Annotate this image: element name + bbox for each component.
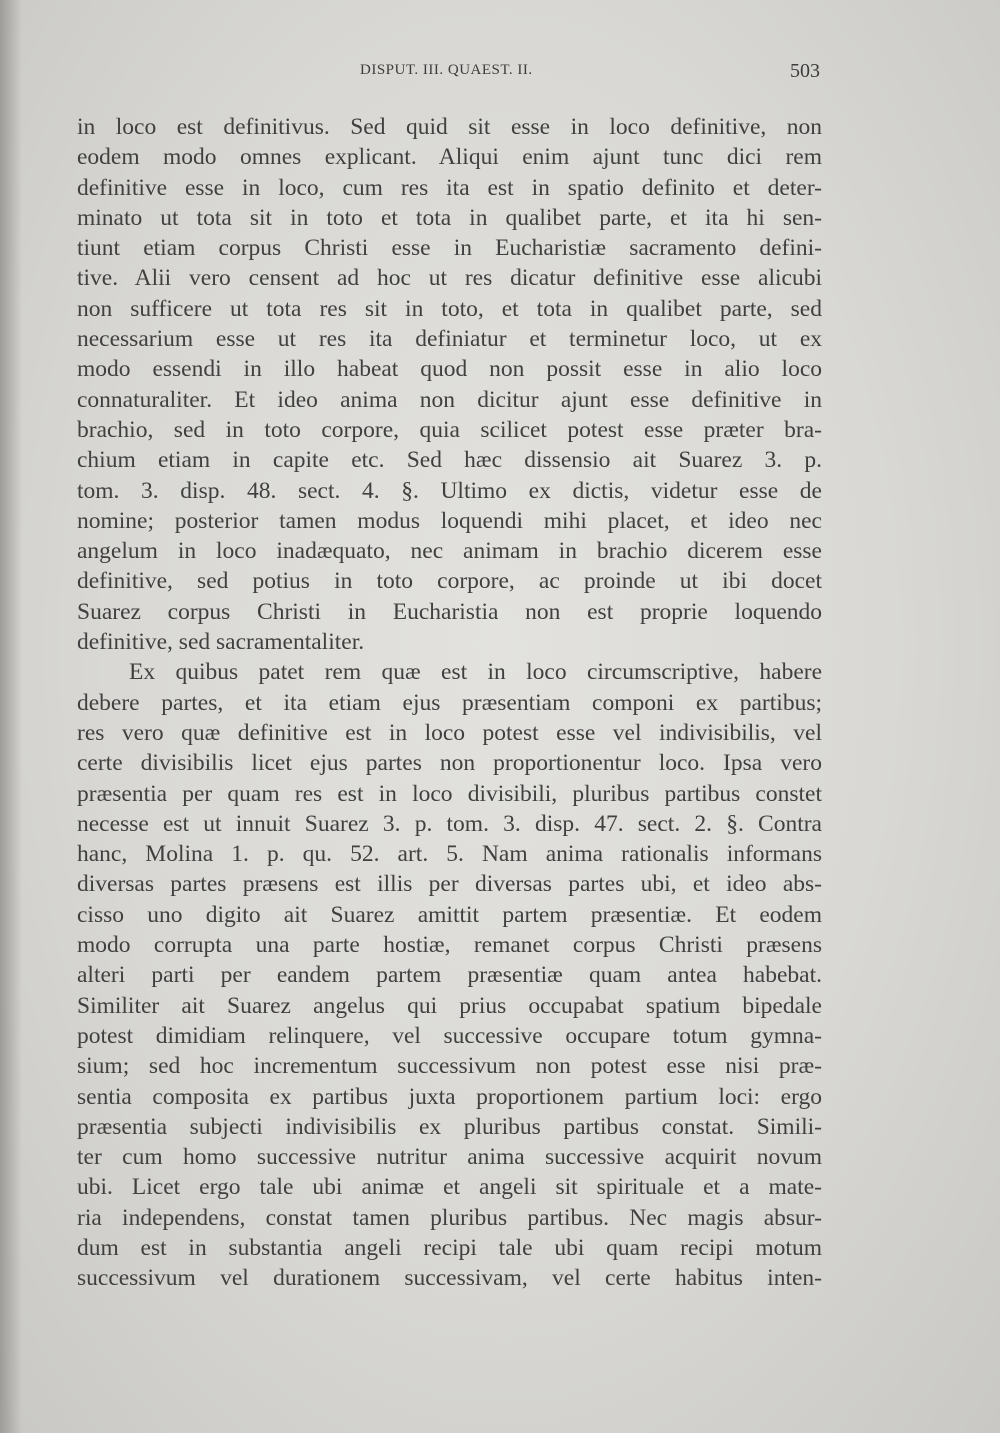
text-line: definitive, sed potius in toto corpore, ac proinde ut ibi docet <box>77 568 822 595</box>
text-line: successivum vel durationem successivam, vel certe habitus inten- <box>77 1265 822 1292</box>
text-line: diversas partes præsens est illis per diversas partes ubi, et ideo abs- <box>77 871 822 898</box>
text-line: ter cum homo successive nutritur anima successive acquirit novum <box>77 1144 822 1171</box>
text-line: minato ut tota sit in toto et tota in qualibet parte, et ita hi sen- <box>77 204 822 231</box>
text-line: sium; sed hoc incrementum successivum non potest esse nisi præ- <box>77 1053 822 1080</box>
text-line: certe divisibilis licet ejus partes non proportionentur loco. Ipsa vero <box>77 750 822 777</box>
text-line: chium etiam in capite etc. Sed hæc dissensio ait Suarez 3. p. <box>77 447 822 474</box>
text-line: alteri parti per eandem partem præsentiæ quam antea habebat. <box>77 962 822 989</box>
text-line: hanc, Molina 1. p. qu. 52. art. 5. Nam anima rationalis informans <box>77 841 822 868</box>
text-line: sentia composita ex partibus juxta proportionem partium loci: ergo <box>77 1083 822 1110</box>
text-line: necesse est ut innuit Suarez 3. p. tom. 3. disp. 47. sect. 2. §. Contra <box>77 810 822 837</box>
paragraph-first-line: Ex quibus patet rem quæ est in loco circumscriptive, habere <box>129 659 822 686</box>
running-head: DISPUT. III. QUAEST. II. <box>360 62 533 78</box>
text-line: nomine; posterior tamen modus loquendi mihi placet, et ideo nec <box>77 507 822 534</box>
text-line: ubi. Licet ergo tale ubi animæ et angeli sit spirituale et a mate- <box>77 1174 822 1201</box>
text-line: dum est in substantia angeli recipi tale ubi quam recipi motum <box>77 1234 822 1261</box>
text-line: tiunt etiam corpus Christi esse in Eucharistiæ sacramento defini- <box>77 235 822 262</box>
body-text <box>77 112 822 1294</box>
text-line: angelum in loco inadæquato, nec animam in brachio dicerem esse <box>77 538 822 565</box>
text-line: in loco est definitivus. Sed quid sit esse in loco definitive, non <box>77 114 822 140</box>
text-line: Suarez corpus Christi in Eucharistia non est proprie loquendo <box>77 598 822 625</box>
text-line: Similiter ait Suarez angelus qui prius occupabat spatium bipedale <box>77 992 822 1019</box>
text-line: brachio, sed in toto corpore, quia scilicet potest esse præter bra- <box>77 416 822 443</box>
text-line: res vero quæ definitive est in loco potest esse vel indivisibilis, vel <box>77 719 822 746</box>
text-line: modo essendi in illo habeat quod non possit esse in alio loco <box>77 356 822 383</box>
page-header <box>80 62 822 86</box>
text-line: cisso uno digito ait Suarez amittit partem præsentiæ. Et eodem <box>77 901 822 928</box>
text-line: eodem modo omnes explicant. Aliqui enim ajunt tunc dici rem <box>77 144 822 171</box>
text-line: præsentia per quam res est in loco divisibili, pluribus partibus constet <box>77 780 822 807</box>
page-number: 503 <box>790 60 820 82</box>
text-line: connaturaliter. Et ideo anima non dicitur ajunt esse definitive in <box>77 386 822 413</box>
text-line: potest dimidiam relinquere, vel successive occupare totum gymna- <box>77 1022 822 1049</box>
text-line: necessarium esse ut res ita definiatur et terminetur loco, ut ex <box>77 326 822 353</box>
text-line: debere partes, et ita etiam ejus præsentiam componi ex partibus; <box>77 689 822 716</box>
text-line: modo corrupta una parte hostiæ, remanet corpus Christi præsens <box>77 932 822 959</box>
text-line: præsentia subjecti indivisibilis ex pluribus partibus constat. Simili- <box>77 1113 822 1140</box>
text-line: tom. 3. disp. 48. sect. 4. §. Ultimo ex dictis, videtur esse de <box>77 477 822 504</box>
text-line: definitive esse in loco, cum res ita est in spatio definito et deter- <box>77 174 822 201</box>
text-line: non sufficere ut tota res sit in toto, et tota in qualibet parte, sed <box>77 295 822 322</box>
text-line: ria independens, constat tamen pluribus partibus. Nec magis absur- <box>77 1204 822 1231</box>
text-line: tive. Alii vero censent ad hoc ut res dicatur definitive esse alicubi <box>77 265 822 292</box>
text-line: definitive, sed sacramentaliter. <box>77 629 365 656</box>
